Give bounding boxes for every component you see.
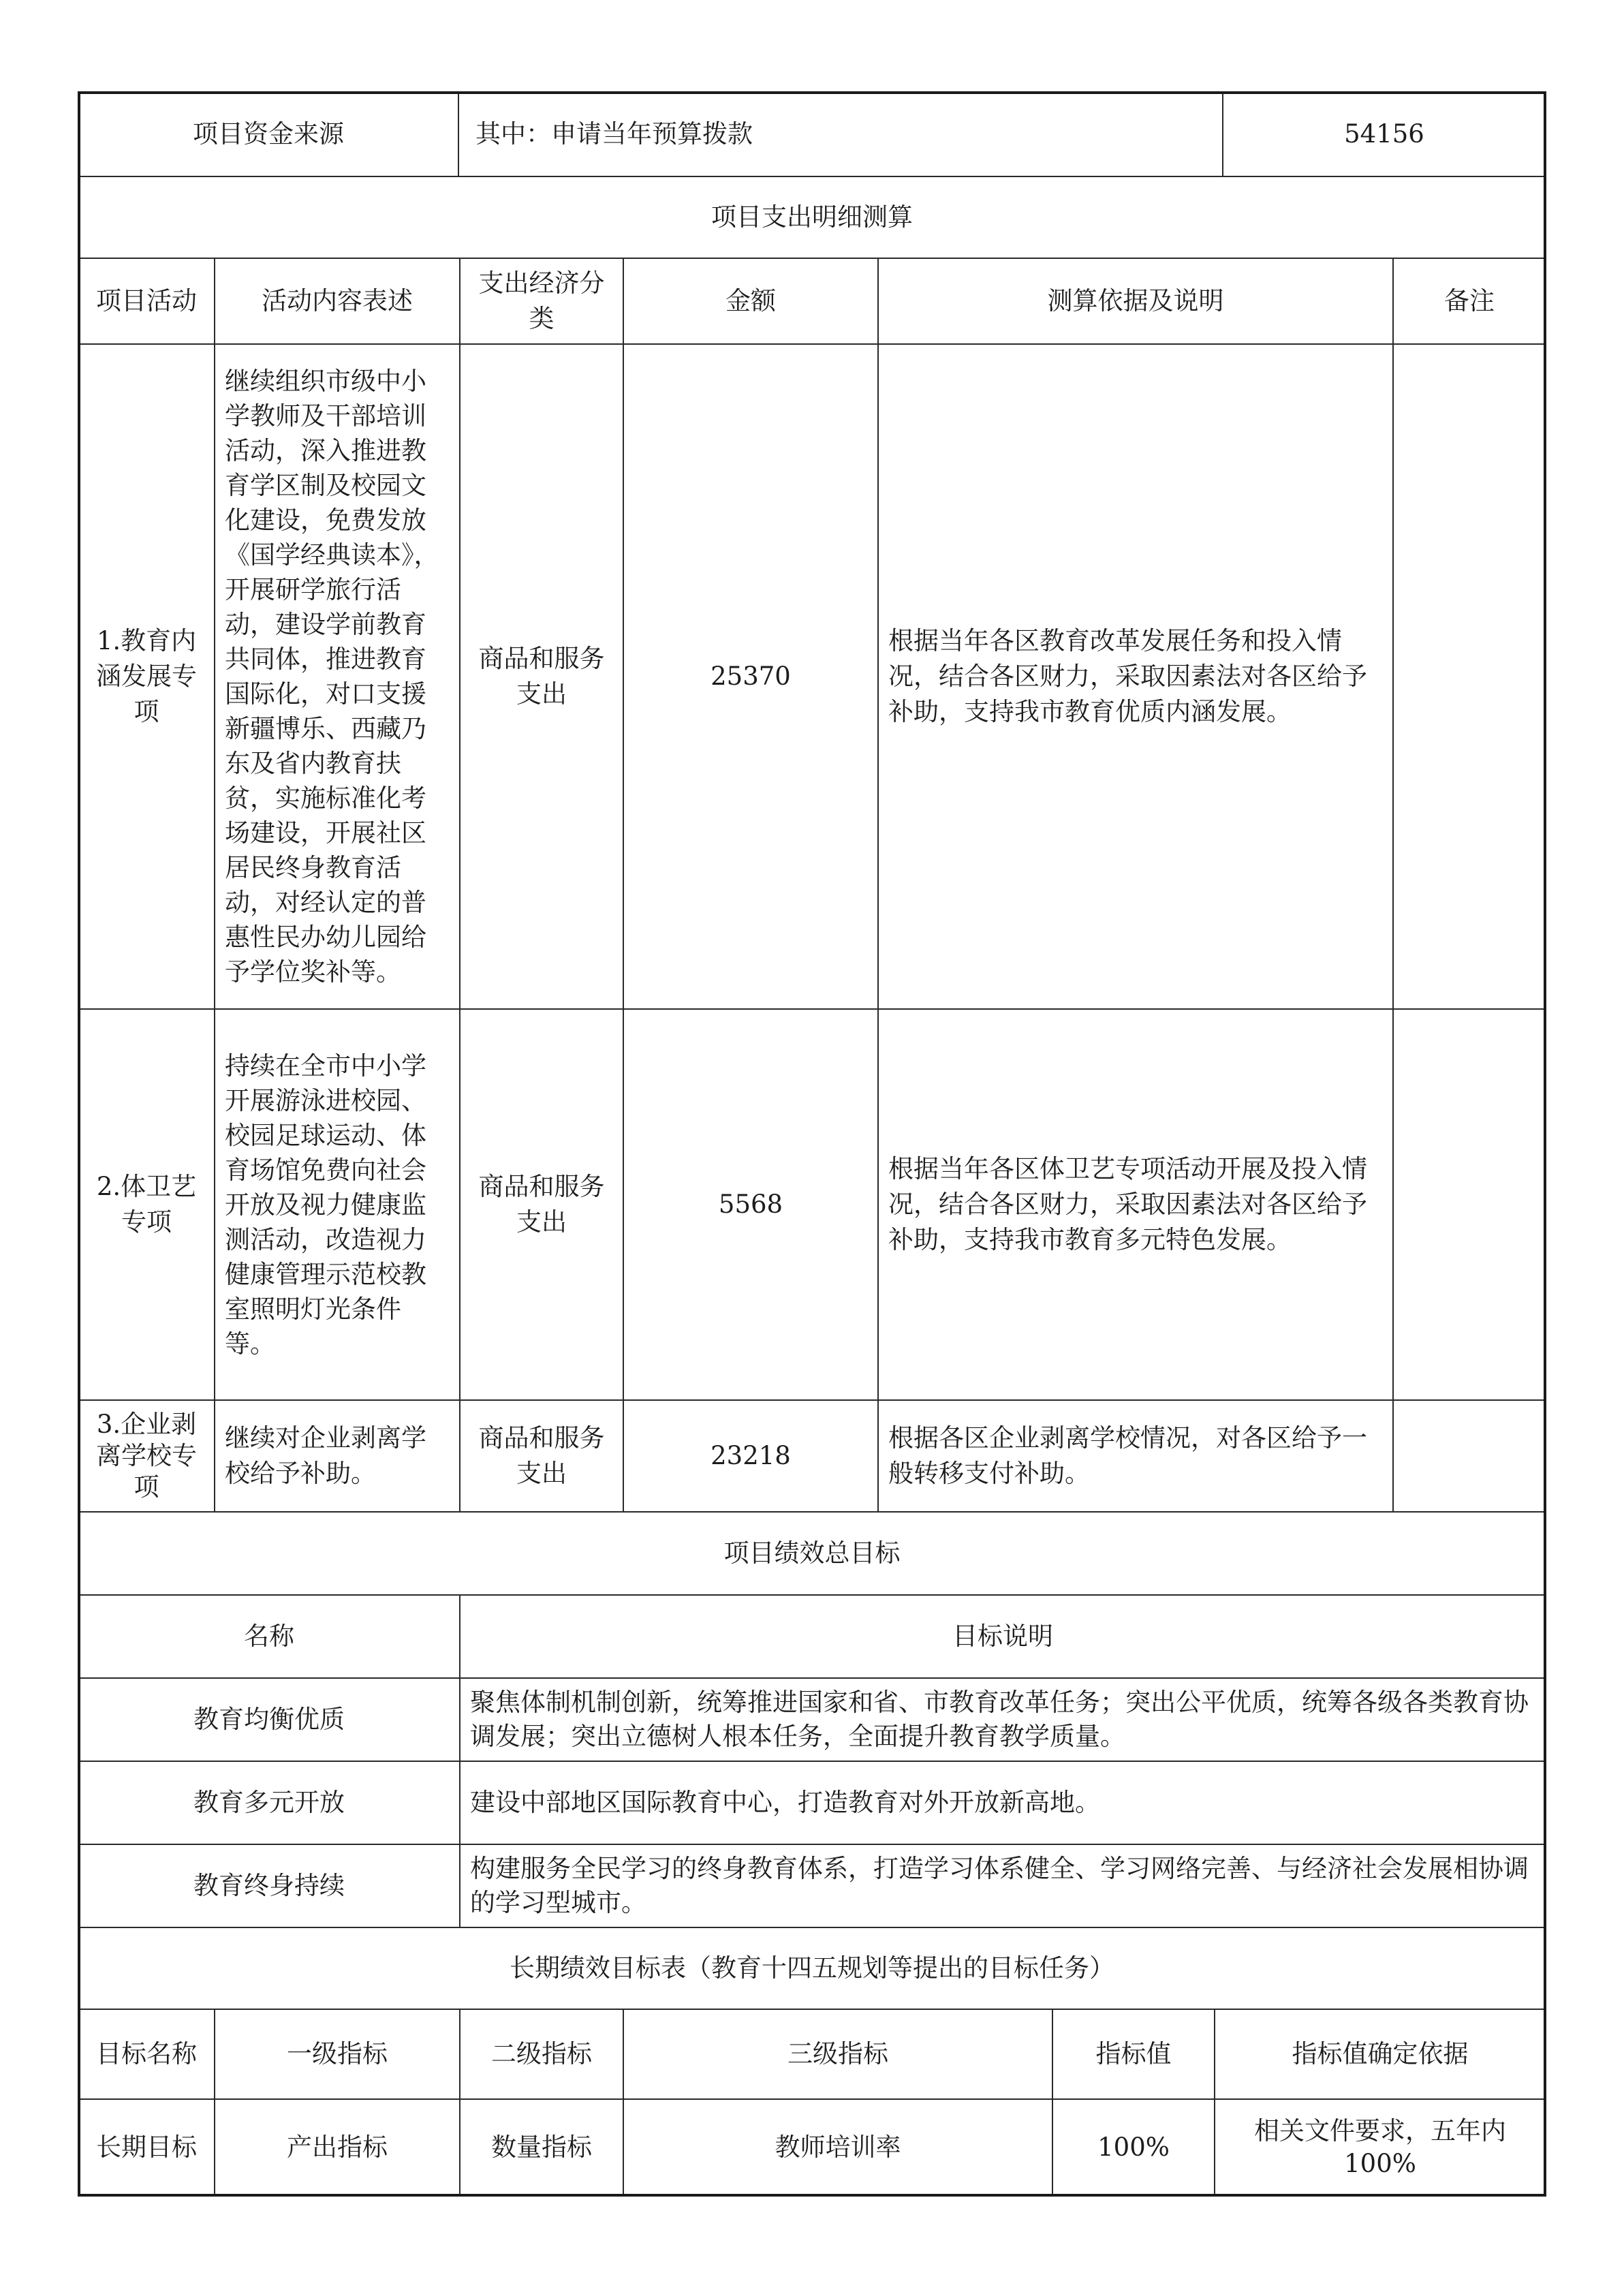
expense-row-3-category: 商品和服务支出 bbox=[459, 1399, 624, 1513]
longterm-header-basis: 指标值确定依据 bbox=[1214, 2009, 1546, 2100]
expense-header-activity: 项目活动 bbox=[78, 258, 215, 345]
longterm-row-1-value: 100% bbox=[1052, 2098, 1215, 2197]
expense-section-title bbox=[78, 176, 1546, 259]
expense-row-3-basis: 根据各区企业剥离学校情况，对各区给予一般转移支付补助。 bbox=[877, 1399, 1394, 1513]
longterm-row-1-name: 长期目标 bbox=[78, 2098, 215, 2197]
expense-row-1-note bbox=[1392, 343, 1546, 1010]
longterm-header-level1: 一级指标 bbox=[214, 2009, 460, 2100]
performance-row-1-name: 教育均衡优质 bbox=[78, 1677, 460, 1762]
expense-row-1-basis: 根据当年各区教育改革发展任务和投入情况，结合各区财力，采取因素法对各区给予补助，支持我市教育优质内涵发展。 bbox=[877, 343, 1394, 1010]
expense-row-3-note bbox=[1392, 1399, 1546, 1513]
expense-row-1-category: 商品和服务支出 bbox=[459, 343, 624, 1010]
funding-label-text: 项目资金来源 bbox=[193, 119, 344, 149]
funding-label bbox=[78, 91, 459, 177]
expense-row-3-content: 继续对企业剥离学校给予补助。 bbox=[214, 1399, 460, 1513]
longterm-row-1-basis: 相关文件要求，五年内100% bbox=[1214, 2098, 1546, 2197]
longterm-header-value: 指标值 bbox=[1052, 2009, 1215, 2100]
expense-header-note: 备注 bbox=[1392, 258, 1546, 345]
expense-row-1-activity: 1.教育内涵发展专项 bbox=[78, 343, 215, 1010]
expense-row-2-category: 商品和服务支出 bbox=[459, 1008, 624, 1401]
expense-header-basis: 测算依据及说明 bbox=[877, 258, 1394, 345]
expense-row-2-amount: 5568 bbox=[623, 1008, 879, 1401]
longterm-row-1-level2: 数量指标 bbox=[459, 2098, 624, 2197]
funding-amount bbox=[1222, 91, 1546, 177]
longterm-section-title: 长期绩效目标表（教育十四五规划等提出的目标任务） bbox=[78, 1927, 1546, 2010]
longterm-header-level2: 二级指标 bbox=[459, 2009, 624, 2100]
expense-row-2-note bbox=[1392, 1008, 1546, 1401]
expense-row-1-content: 继续组织市级中小学教师及干部培训活动，深入推进教育学区制及校园文化建设，免费发放《国学经典读本》，开展研学旅行活动，建设学前教育共同体，推进教育国际化，对口支援新疆博乐、西藏乃东及省内教育扶贫，实施标准化考场建设，开展社区居民终身教育活动，对经认定的普惠性民办幼儿园给予学位奖补等。 bbox=[214, 343, 460, 1010]
funding-amount-value: 54156 bbox=[1344, 119, 1424, 149]
expense-row-2-activity: 2.体卫艺专项 bbox=[78, 1008, 215, 1401]
expense-section-title-text: 项目支出明细测算 bbox=[711, 202, 913, 232]
longterm-header-name: 目标名称 bbox=[78, 2009, 215, 2100]
performance-row-2-name: 教育多元开放 bbox=[78, 1761, 460, 1845]
expense-row-1-amount: 25370 bbox=[623, 343, 879, 1010]
expense-header-category: 支出经济分类 bbox=[459, 258, 624, 345]
expense-row-2-content: 持续在全市中小学开展游泳进校园、校园足球运动、体育场馆免费向社会开放及视力健康监测活动，改造视力健康管理示范校教室照明灯光条件等。 bbox=[214, 1008, 460, 1401]
expense-row-3-activity: 3.企业剥离学校专项 bbox=[78, 1399, 215, 1513]
longterm-row-1-level1: 产出指标 bbox=[214, 2098, 460, 2197]
longterm-header-level3: 三级指标 bbox=[623, 2009, 1053, 2100]
performance-header-desc: 目标说明 bbox=[459, 1594, 1546, 1679]
expense-row-2-basis: 根据当年各区体卫艺专项活动开展及投入情况，结合各区财力，采取因素法对各区给予补助，支持我市教育多元特色发展。 bbox=[877, 1008, 1394, 1401]
performance-row-2-desc: 建设中部地区国际教育中心，打造教育对外开放新高地。 bbox=[459, 1761, 1546, 1845]
performance-row-3-name: 教育终身持续 bbox=[78, 1844, 460, 1928]
expense-header-amount: 金额 bbox=[623, 258, 879, 345]
funding-sub-label bbox=[458, 91, 1223, 177]
performance-row-1-desc: 聚焦体制机制创新，统筹推进国家和省、市教育改革任务；突出公平优质，统筹各级各类教育协调发展；突出立德树人根本任务，全面提升教育教学质量。 bbox=[459, 1677, 1546, 1762]
performance-header-name: 名称 bbox=[78, 1594, 460, 1679]
funding-sub-label-text: 其中：申请当年预算拨款 bbox=[475, 119, 753, 149]
performance-row-3-desc: 构建服务全民学习的终身教育体系，打造学习体系健全、学习网络完善、与经济社会发展相协调的学习型城市。 bbox=[459, 1844, 1546, 1928]
performance-section-title: 项目绩效总目标 bbox=[78, 1511, 1546, 1596]
expense-row-3-amount: 23218 bbox=[623, 1399, 879, 1513]
longterm-row-1-level3: 教师培训率 bbox=[623, 2098, 1053, 2197]
expense-header-content: 活动内容表述 bbox=[214, 258, 460, 345]
